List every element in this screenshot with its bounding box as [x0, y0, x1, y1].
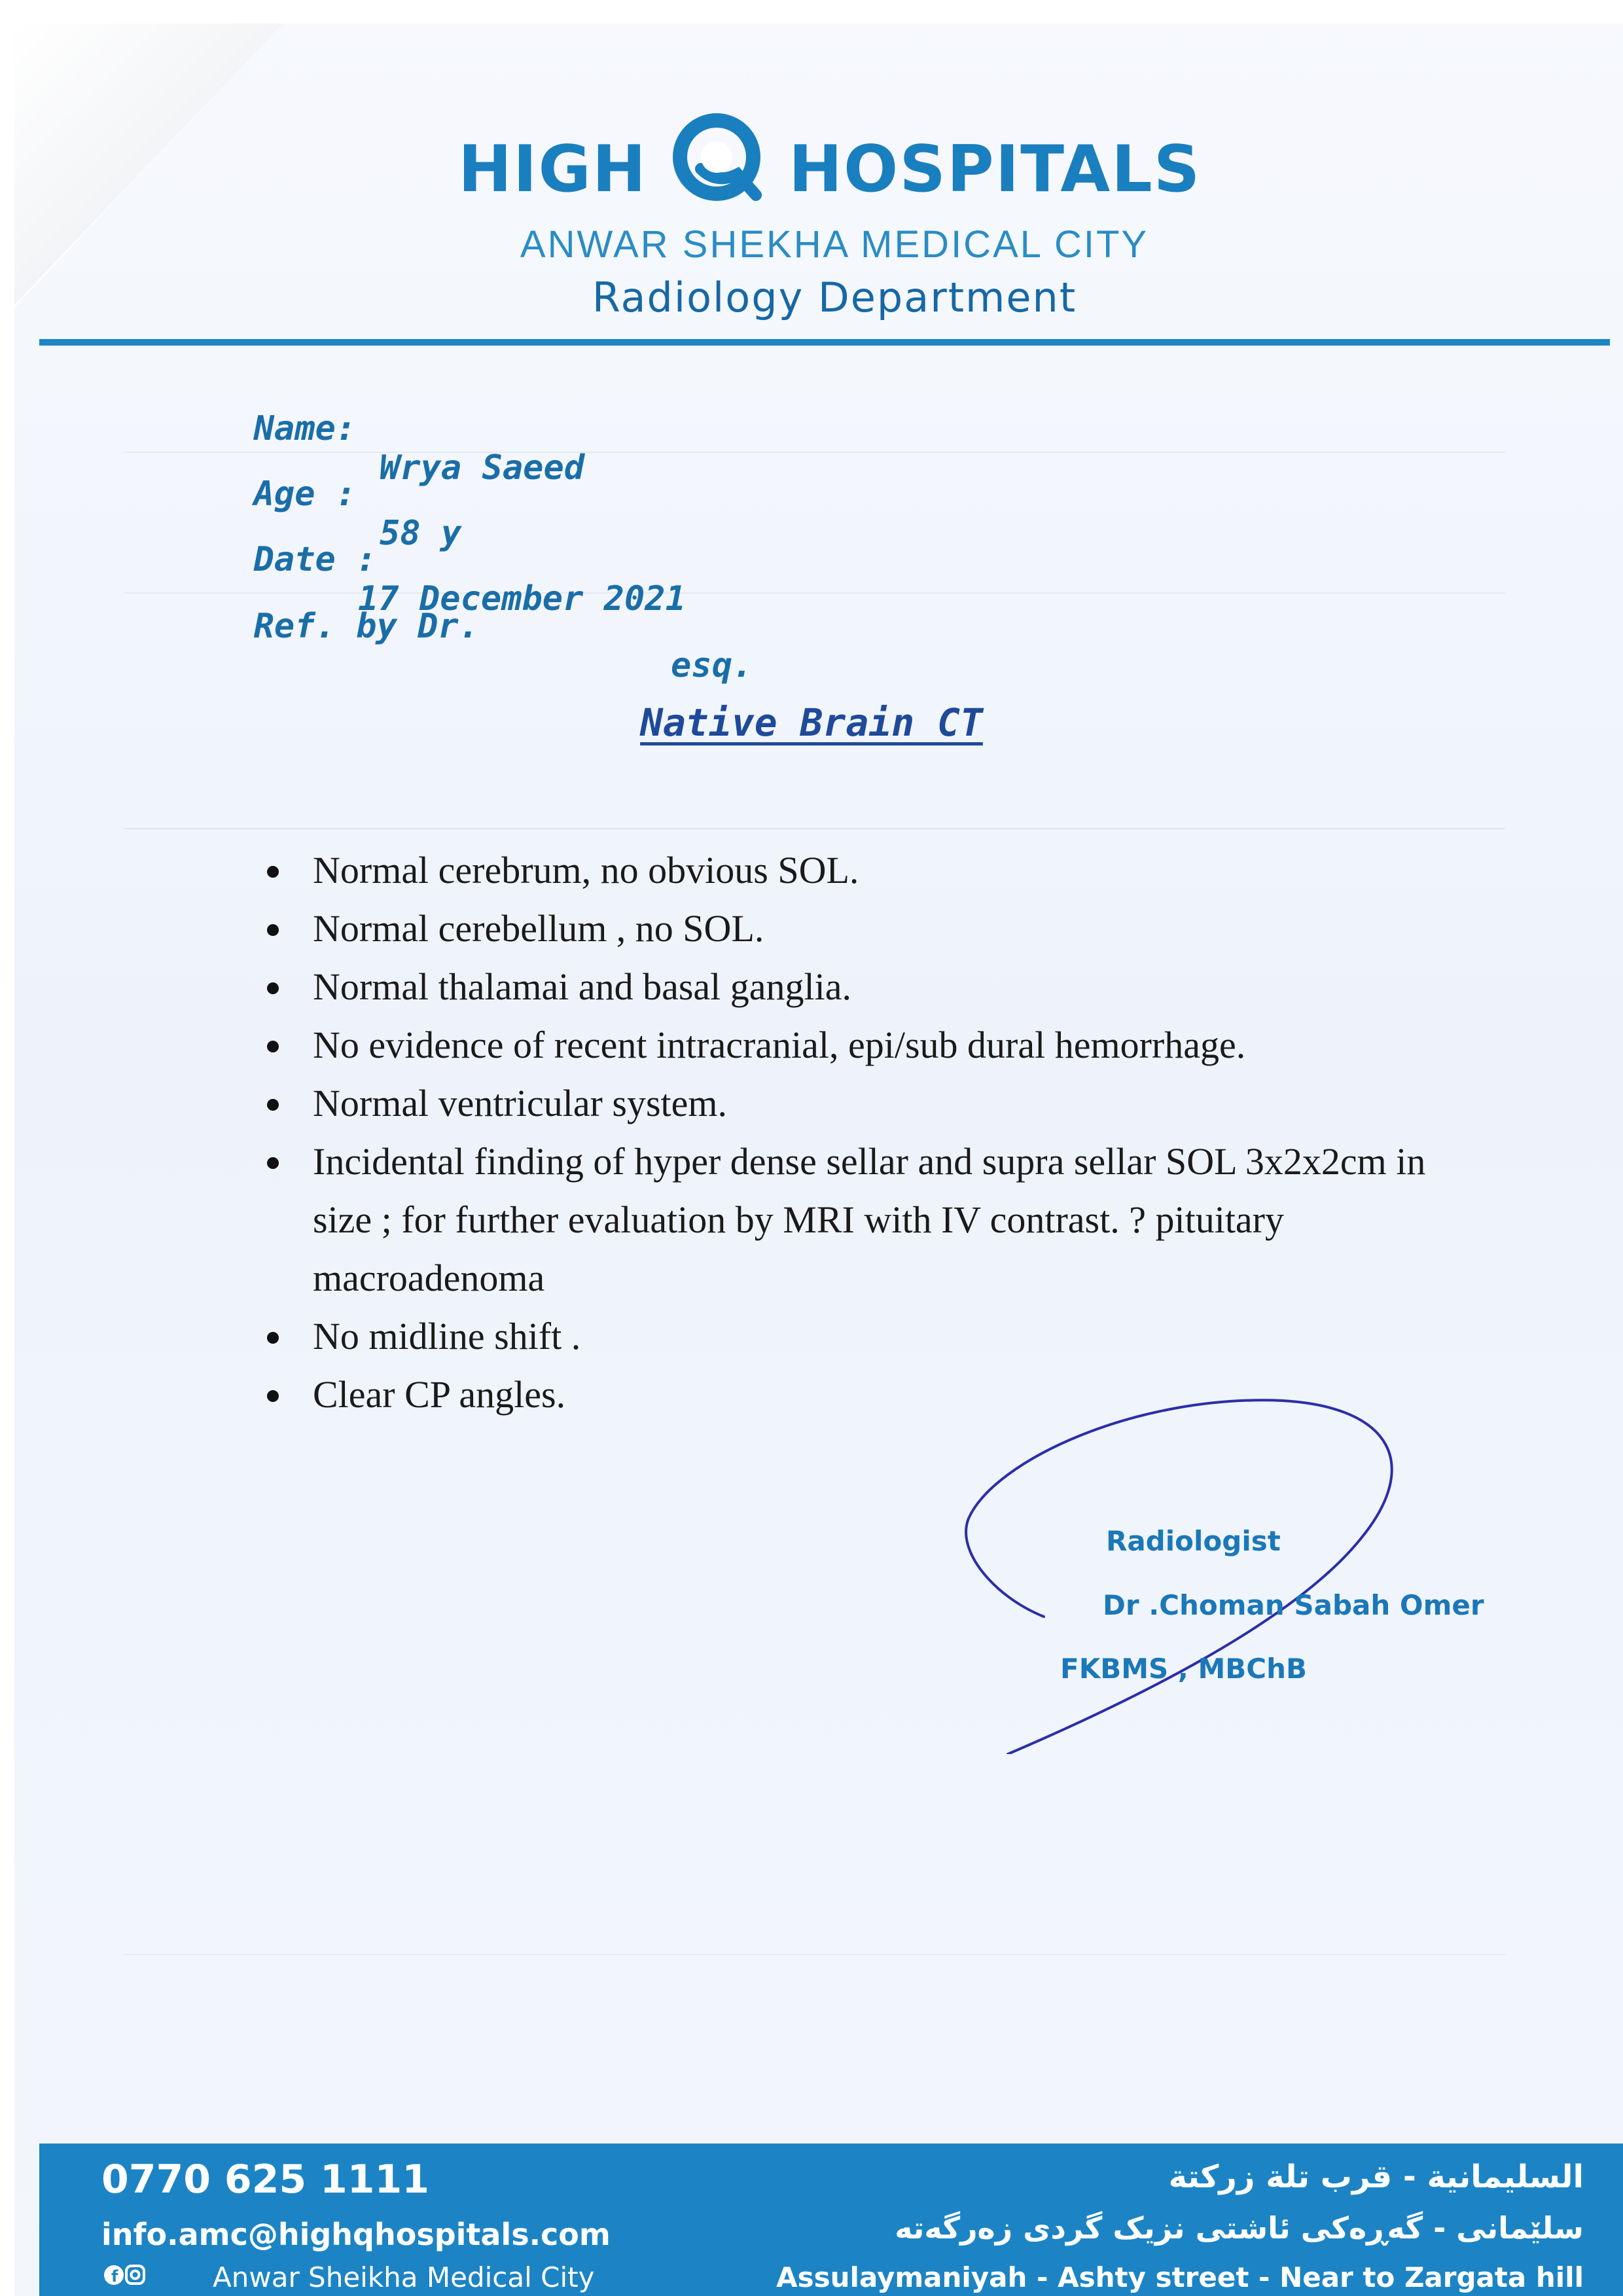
footer-address-arabic: السليمانية - قرب تلة زركتة: [1168, 2159, 1584, 2195]
department-title: Radiology Department: [592, 274, 1077, 321]
finding-item: Normal cerebellum , no SOL.: [262, 899, 1440, 958]
logo-word-high: HIGH: [458, 132, 647, 207]
age-label: Age :: [253, 475, 357, 514]
report-title: Native Brain CT: [640, 700, 983, 745]
footer-social: Anwar Sheikha Medical City: [213, 2261, 595, 2293]
finding-item: Clear CP angles.: [262, 1365, 1440, 1424]
finding-item: No midline shift .: [262, 1307, 1440, 1365]
finding-item: Normal thalamai and basal ganglia.: [262, 958, 1440, 1016]
header-divider: [39, 339, 1610, 346]
finding-item: Normal cerebrum, no obvious SOL.: [262, 841, 1440, 899]
referral-label: Ref. by Dr.: [253, 607, 479, 646]
hospital-subtitle: ANWAR SHEKHA MEDICAL CITY: [520, 223, 1149, 266]
footer-address-kurdish: سلێمانی - گەڕەکی ئاشتی نزیک گردی زەرگەتە: [895, 2210, 1584, 2246]
findings-list: [262, 841, 1440, 1424]
date-value: 17 December 2021: [358, 579, 686, 619]
bleed-through-line: [124, 828, 1505, 829]
footer-phone: 0770 625 1111: [101, 2157, 430, 2202]
finding-item: Incidental finding of hyper dense sellar and supra sellar SOL 3x2x2cm in size ; for further evaluation by MRI with IV contrast. ? pituitary macroadenoma: [262, 1132, 1440, 1307]
finding-item: Normal ventricular system.: [262, 1074, 1440, 1132]
name-value: Wrya Saeed: [380, 448, 585, 488]
radiologist-credentials: FKBMS , MBChB: [1060, 1653, 1308, 1685]
social-icons: [103, 2260, 145, 2290]
q-logo-icon: [651, 111, 782, 209]
date-label: Date :: [253, 540, 377, 579]
signature-scribble: [942, 1388, 1427, 1754]
signature-block: [942, 1388, 1484, 1754]
name-label: Name:: [253, 409, 357, 448]
age-value: 58 y: [380, 514, 462, 553]
bleed-through-line: [124, 1954, 1505, 1955]
footer-email: info.amc@highqhospitals.com: [101, 2217, 611, 2252]
logo-word-hospitals: HOSPITALS: [789, 132, 1202, 207]
referral-value: esq.: [671, 646, 753, 685]
footer-address-english: Assulaymaniyah - Ashty street - Near to Zargata hill: [776, 2261, 1584, 2293]
radiologist-name: Dr .Choman Sabah Omer: [1103, 1589, 1484, 1621]
svg-text:f: f: [111, 2267, 118, 2286]
hospital-logo: [458, 111, 1211, 216]
radiologist-role: Radiologist: [1106, 1525, 1281, 1557]
finding-item: No evidence of recent intracranial, epi/sub dural hemorrhage.: [262, 1016, 1440, 1074]
